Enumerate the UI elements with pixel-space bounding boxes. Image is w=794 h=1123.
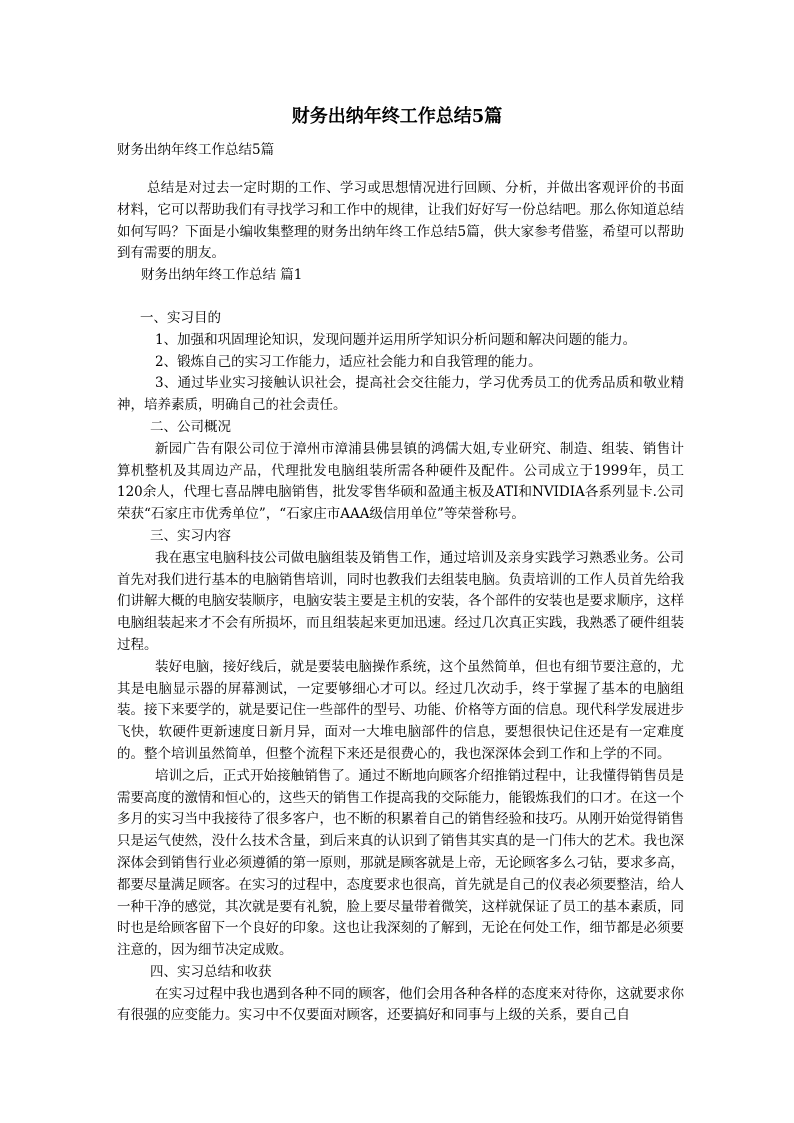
blank-line xyxy=(117,287,684,308)
section3-paragraph: 装好电脑，接好线后，就是要装电脑操作系统，这个虽然简单，但也有细节要注意的，尤其是电脑显示器的屏幕测试，一定要够细心才可以。经过几次动手，终于掌握了基本的电脑组装。接下来要学的，就是要记住一些部件的型号、功能、价格等方面的信息。现代科学发展进步飞快，软硬件更新速度日新月异，面对一大堆电脑部件的信息，要想很快记住还是有一定难度的。整个培训虽然简单，但整个流程下来还是很费心的，我也深深体会到工作和上学的不同。 xyxy=(117,658,684,762)
section4-paragraph: 在实习过程中我也遇到各种不同的顾客，他们会用各种各样的态度来对待你，这就要求你有很强的应变能力。实习中不仅要面对顾客，还要搞好和同事与上级的关系，要自己自 xyxy=(117,985,684,1024)
section3-paragraph: 培训之后，正式开始接触销售了。通过不断地向顾客介绍推销过程中，让我懂得销售员是需要高度的激情和恒心的，这些天的销售工作提高我的交际能力，能锻炼我们的口才。在这一个多月的实习当中我接待了很多客户，也不断的积累着自己的销售经验和技巧。从刚开始觉得销售只是运气使然，没什么技术含量，到后来真的认识到了销售其实真的是一门伟大的艺术。我也深深体会到销售行业必须遵循的第一原则，那就是顾客就是上帝，无论顾客多么刁钻，要求多高，都要尽量满足顾客。在实习的过程中，态度要求也很高，首先就是自己的仪表必须要整洁，给人一种干净的感觉，其次就是要有礼貌，脸上要尽量带着微笑，这样就保证了员工的基本素质，同时也是给顾客留下一个良好的印象。这也让我深刻的了解到，无论在何处工作，细节都是必须要注意的，因为细节决定成败。 xyxy=(117,767,684,959)
section2-paragraph: 新园广告有限公司位于漳州市漳浦县佛昙镇的鸿儒大姐,专业研究、制造、组装、销售计算机整机及其周边产品，代理批发电脑组装所需各种硬件及配件。公司成立于1999年，员工120余人，代理七喜品牌电脑销售，批发零售华硕和盈通主板及ATI和NVIDIA各系列显卡.公司荣获“石家庄市优秀单位”，“石家庄市AAA级信用单位”等荣誉称号。 xyxy=(117,440,684,523)
intro-paragraph: 总结是对过去一定时期的工作、学习或思想情况进行回顾、分析，并做出客观评价的书面材料，它可以帮助我们有寻找学习和工作中的规律，让我们好好写一份总结吧。那么你知道总结如何写吗？下面是小编收集整理的财务出纳年终工作总结5篇，供大家参考借鉴，希望可以帮助到有需要的朋友。 xyxy=(117,180,684,262)
section2-heading: 二、公司概况 xyxy=(150,418,231,435)
document-body xyxy=(117,178,684,1027)
section3-heading: 三、实习内容 xyxy=(150,527,231,544)
document-title: 财务出纳年终工作总结5篇 xyxy=(291,106,503,127)
section3-paragraph: 我在惠宝电脑科技公司做电脑组装及销售工作，通过培训及亲身实践学习熟悉业务。公司首先对我们进行基本的电脑销售培训，同时也教我们去组装电脑。负责培训的工作人员首先给我们讲解大概的电脑安装顺序，电脑安装主要是主机的安装，各个部件的安装也是要求顺序，这样电脑组装起来才不会有所损坏，而且组装起来更加迅速。经过几次真正实践，我熟悉了硬件组装过程。 xyxy=(117,549,684,653)
document-subtitle: 财务出纳年终工作总结5篇 xyxy=(117,142,275,158)
section1-item: 2、锻炼自己的实习工作能力，适应社会能力和自我管理的能力。 xyxy=(155,353,542,370)
part1-heading: 财务出纳年终工作总结 篇1 xyxy=(141,267,303,284)
section1-heading: 一、实习目的 xyxy=(140,309,221,326)
section4-heading: 四、实习总结和收获 xyxy=(150,963,272,980)
section1-item: 1、加强和巩固理论知识，发现问题并运用所学知识分析问题和解决问题的能力。 xyxy=(155,331,637,348)
section1-item: 3、通过毕业实习接触认识社会，提高社会交往能力，学习优秀员工的优秀品质和敬业精神，培养素质，明确自己的社会责任。 xyxy=(117,375,684,414)
